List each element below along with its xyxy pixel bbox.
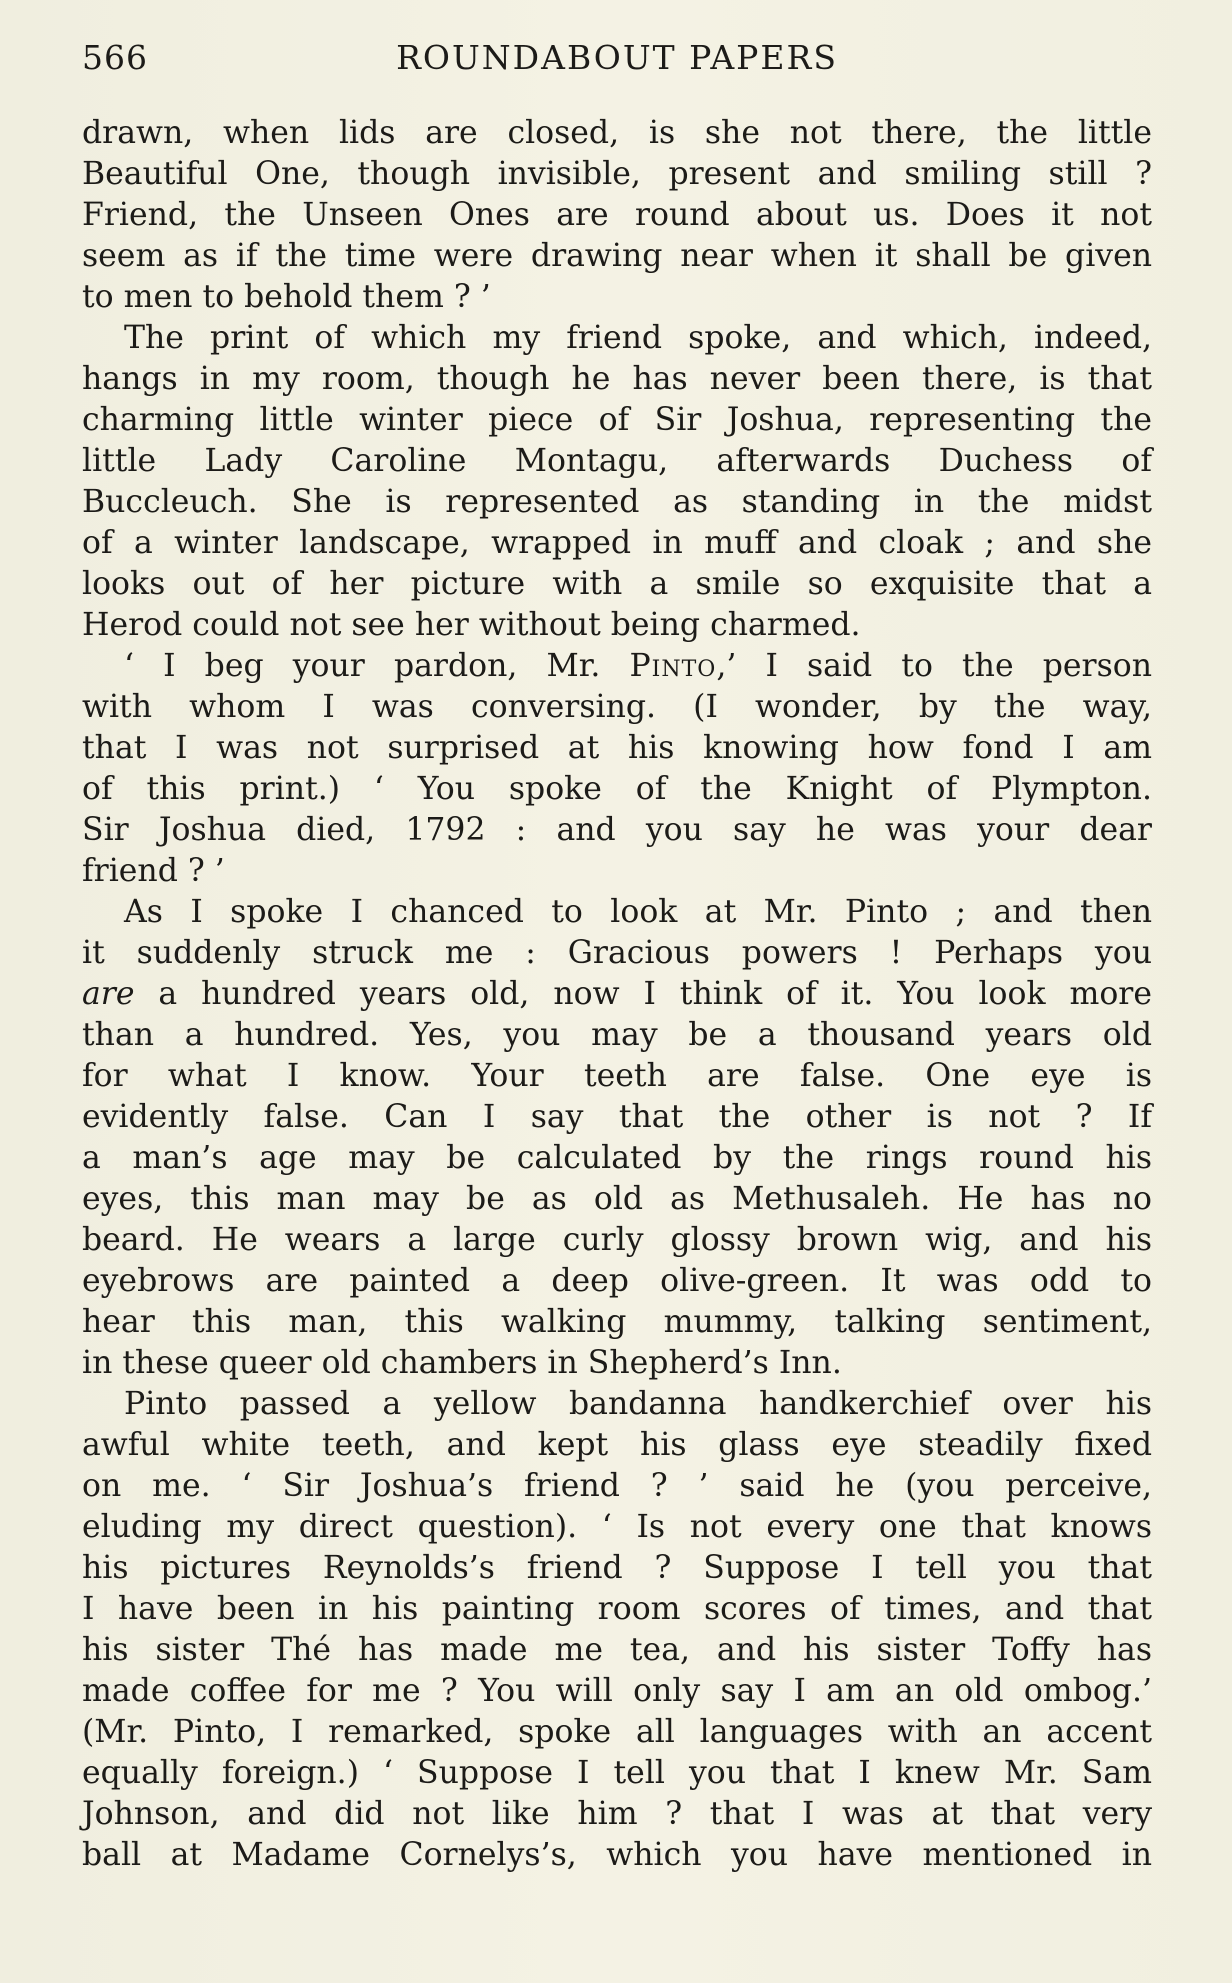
text-line: Beautiful One, though invisible, present and smiling still ?: [82, 156, 1152, 192]
text-line: that I was not surprised at his knowing how fond I am: [82, 730, 1152, 766]
text-line: a man’s age may be calculated by the rings round his: [82, 1140, 1152, 1176]
text-line: hangs in my room, though he has never been there, is that: [82, 361, 1152, 397]
text-line: little Lady Caroline Montagu, afterwards Duchess of: [82, 443, 1152, 479]
text-run: ‘ I beg your pardon, Mr.: [124, 648, 630, 684]
text-line: looks out of her picture with a smile so exquisite that a: [82, 566, 1152, 602]
text-line: Sir Joshua died, 1792 : and you say he was your dear: [82, 812, 1152, 848]
text-line: charming little winter piece of Sir Joshua, representing the: [82, 402, 1152, 438]
text-line: Buccleuch. She is represented as standing in the midst: [82, 484, 1152, 520]
text-line: Herod could not see her without being charmed.: [82, 607, 861, 643]
text-line: it suddenly struck me : Gracious powers ! Perhaps you: [82, 935, 1152, 971]
text-line: on me. ‘ Sir Joshua’s friend ? ’ said he (you perceive,: [82, 1468, 1152, 1504]
text-line: The print of which my friend spoke, and which, indeed,: [124, 320, 1152, 356]
body-text: [82, 113, 1152, 1876]
text-line: eluding my direct question). ‘ Is not every one that knows: [82, 1509, 1152, 1545]
text-line: eyebrows are painted a deep olive-green. It was odd to: [82, 1263, 1152, 1299]
text-line: ball at Madame Cornelys’s, which you have mentioned in: [82, 1837, 1152, 1873]
small-caps-name: Pinto: [629, 648, 717, 684]
text-line: seem as if the time were drawing near when it shall be given: [82, 238, 1152, 274]
text-line: drawn, when lids are closed, is she not there, the little: [82, 115, 1152, 151]
text-line: Friend, the Unseen Ones are round about us. Does it not: [82, 197, 1152, 233]
text-line: awful white teeth, and kept his glass eye steadily fixed: [82, 1427, 1152, 1463]
text-line: [82, 646, 1152, 687]
italic-word: are: [82, 976, 135, 1012]
text-run: a hundred years old, now I think of it. You look more: [134, 976, 1152, 1012]
text-line: made coffee for me ? You will only say I am an old ombog.’: [82, 1673, 1152, 1709]
text-line: than a hundred. Yes, you may be a thousand years old: [82, 1017, 1152, 1053]
text-run: ,’ I said to the person: [716, 648, 1152, 684]
text-line: As I spoke I chanced to look at Mr. Pinto ; and then: [124, 894, 1152, 930]
page-number: 566: [82, 38, 148, 77]
text-line: in these queer old chambers in Shepherd’s Inn.: [82, 1345, 842, 1381]
text-line: eyes, this man may be as old as Methusaleh. He has no: [82, 1181, 1152, 1217]
text-line: evidently false. Can I say that the other is not ? If: [82, 1099, 1152, 1135]
text-line: with whom I was conversing. (I wonder, by the way,: [82, 689, 1152, 725]
text-line: (Mr. Pinto, I remarked, spoke all languages with an accent: [82, 1714, 1152, 1750]
page-header: [82, 38, 1152, 82]
text-line: of this print.) ‘ You spoke of the Knight of Plympton.: [82, 771, 1152, 807]
text-line: Pinto passed a yellow bandanna handkerchief over his: [124, 1386, 1152, 1422]
text-line: beard. He wears a large curly glossy brown wig, and his: [82, 1222, 1152, 1258]
text-line: equally foreign.) ‘ Suppose I tell you that I knew Mr. Sam: [82, 1755, 1152, 1791]
text-line: hear this man, this walking mummy, talking sentiment,: [82, 1304, 1152, 1340]
text-line: for what I know. Your teeth are false. One eye is: [82, 1058, 1152, 1094]
text-line: [82, 974, 1152, 1015]
text-line: Johnson, and did not like him ? that I was at that very: [82, 1796, 1152, 1832]
text-line: of a winter landscape, wrapped in muff and cloak ; and she: [82, 525, 1152, 561]
text-line: to men to behold them ? ’: [82, 279, 491, 315]
text-line: his sister Thé has made me tea, and his sister Toffy has: [82, 1632, 1152, 1668]
text-line: his pictures Reynolds’s friend ? Suppose I tell you that: [82, 1550, 1152, 1586]
text-line: I have been in his painting room scores of times, and that: [82, 1591, 1152, 1627]
running-head: ROUNDABOUT PAPERS: [396, 38, 838, 77]
text-line: friend ? ’: [82, 853, 225, 889]
